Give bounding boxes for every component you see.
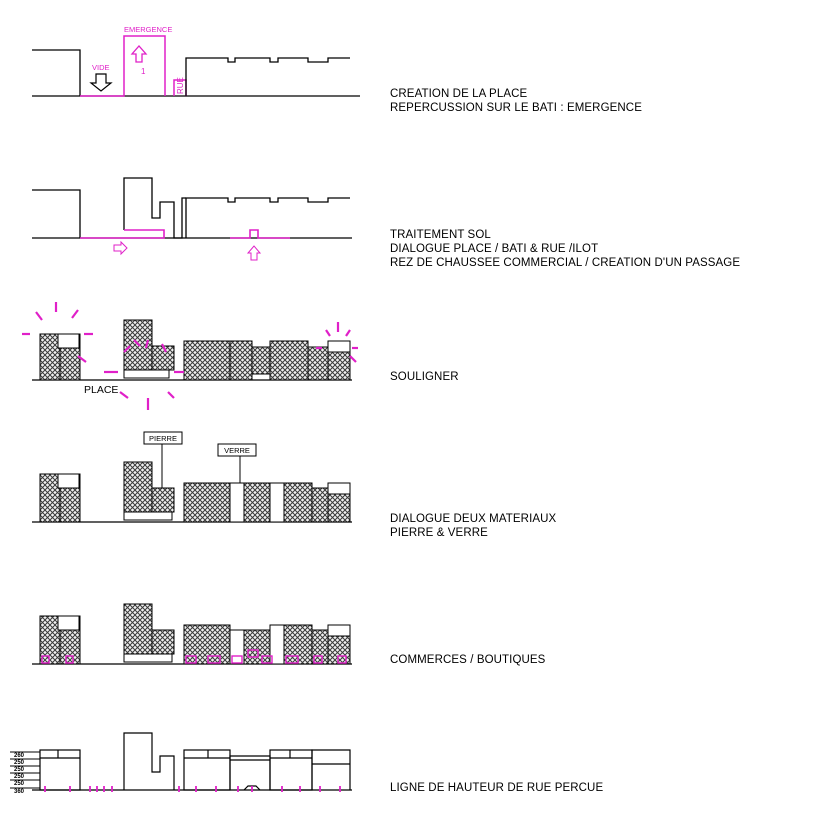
building-block	[308, 347, 328, 380]
glass-block	[328, 625, 350, 636]
opening-ticks	[45, 786, 340, 792]
caption-line: DIALOGUE PLACE / BATI & RUE /ILOT	[390, 243, 599, 255]
building-block	[252, 347, 270, 374]
caption-panel-5	[390, 653, 545, 667]
building-block	[124, 604, 152, 654]
building-right	[186, 58, 350, 96]
place-slab	[124, 370, 169, 378]
glass-block	[58, 334, 79, 348]
building-block	[152, 630, 174, 654]
passage-line	[230, 230, 290, 238]
caption-panel-2	[390, 228, 740, 270]
building-left	[32, 50, 80, 96]
building-block	[152, 346, 174, 370]
panel-2-section	[32, 178, 352, 260]
down-arrow-icon	[91, 74, 111, 91]
caption-line: COMMERCES / BOUTIQUES	[390, 654, 546, 666]
number-label: 1	[141, 67, 146, 76]
glass-block	[328, 341, 350, 352]
pierre-label: PIERRE	[149, 434, 177, 443]
caption-panel-6	[390, 781, 603, 795]
building-left	[32, 190, 80, 238]
panel-1-section	[32, 25, 360, 96]
building-block	[152, 488, 174, 512]
right-arrow-icon	[114, 242, 127, 254]
glass-block	[58, 616, 79, 630]
verre-label: VERRE	[224, 446, 250, 455]
vide-label: VIDE	[92, 63, 110, 72]
emergence-label: EMERGENCE	[124, 25, 173, 34]
place-label: PLACE	[84, 384, 119, 396]
caption-line: CREATION DE LA PLACE	[390, 88, 528, 100]
caption-panel-4	[390, 512, 556, 540]
caption-panel-1	[390, 87, 642, 115]
scale-value: 250	[14, 774, 25, 780]
caption-line: SOULIGNER	[390, 371, 459, 383]
caption-line: TRAITEMENT SOL	[390, 229, 491, 241]
caption-line: LIGNE DE HAUTEUR DE RUE PERCUE	[390, 782, 604, 794]
rue-label: RUE	[176, 77, 185, 94]
building-block	[284, 483, 312, 522]
building-block	[184, 341, 230, 380]
building-block	[230, 341, 252, 380]
height-scale	[14, 753, 25, 795]
scale-value: 250	[14, 760, 25, 766]
scale-value: 260	[14, 753, 25, 759]
scale-value: 250	[14, 781, 25, 787]
building-block	[244, 483, 270, 522]
caption-panel-3	[390, 370, 459, 384]
building-middle	[124, 178, 186, 238]
caption-line: PIERRE & VERRE	[390, 527, 488, 539]
ground-treatment-line	[80, 230, 164, 238]
building-outlines	[40, 733, 350, 790]
building-block	[270, 341, 308, 380]
place-slab	[124, 512, 172, 520]
panel-4-section	[32, 432, 352, 522]
building-block	[124, 462, 152, 512]
up-arrow-icon	[248, 246, 260, 260]
building-block	[244, 630, 270, 664]
glass-block	[270, 483, 284, 522]
building-block	[184, 625, 230, 664]
building-block	[312, 488, 328, 522]
panel-5-section	[32, 604, 352, 664]
panel-3-section	[22, 302, 358, 410]
scale-value: 360	[14, 789, 25, 795]
place-slab	[124, 654, 172, 662]
building-block	[184, 483, 230, 522]
caption-line: REZ DE CHAUSSEE COMMERCIAL / CREATION D'UN PASSAGE	[390, 257, 741, 269]
scale-value: 250	[14, 767, 25, 773]
caption-line: DIALOGUE DEUX MATERIAUX	[390, 513, 557, 525]
building-block	[40, 334, 60, 380]
building-block	[40, 616, 60, 664]
building-right	[186, 198, 350, 238]
glass-block	[328, 483, 350, 494]
up-arrow-icon	[132, 46, 146, 62]
panel-6-section	[10, 733, 352, 795]
glass-block	[58, 474, 79, 488]
building-block	[40, 474, 60, 522]
caption-line: REPERCUSSION SUR LE BATI : EMERGENCE	[390, 102, 642, 114]
glass-block	[230, 483, 244, 522]
